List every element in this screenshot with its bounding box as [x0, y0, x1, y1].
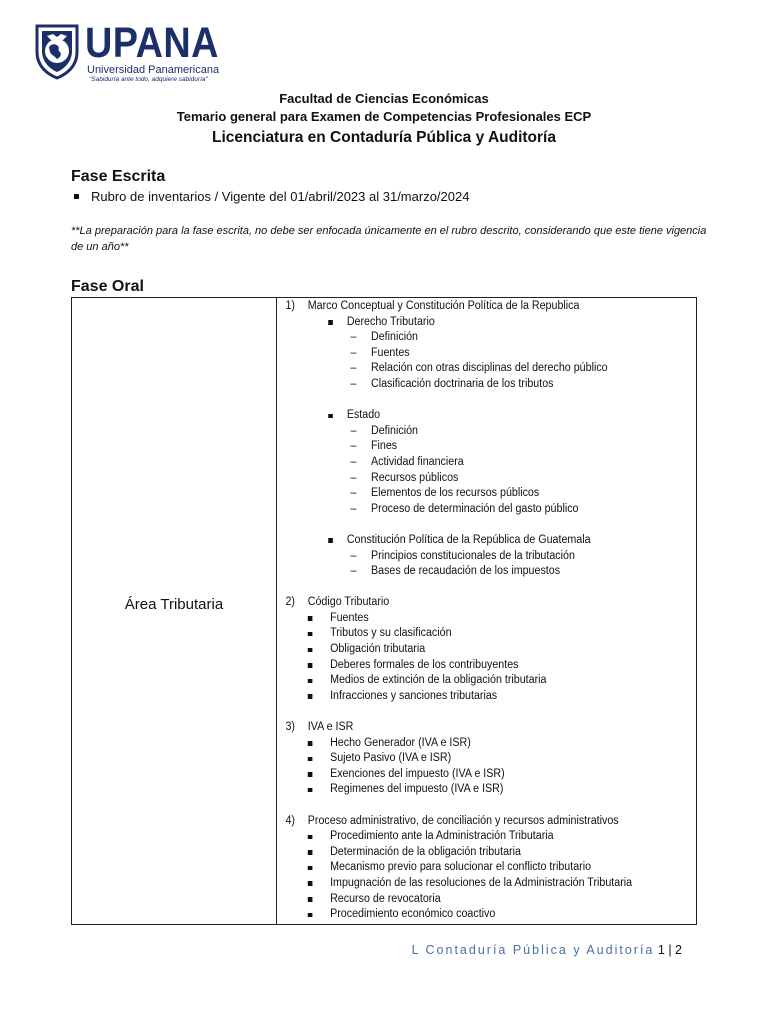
topic-text: Medios de extinción de la obligación tributaria [330, 674, 547, 687]
topic-text: Definición [371, 424, 418, 437]
topic-text: Marco Conceptual y Constitución Política de la Republica [307, 300, 580, 312]
topic-text: Fines [371, 440, 398, 453]
topic-row [278, 361, 669, 377]
page-separator: | [668, 943, 672, 957]
square-bullet-icon [308, 788, 312, 793]
university-shield-icon [33, 22, 81, 80]
topic-row [278, 892, 669, 908]
topic-number: 3) [285, 721, 295, 734]
topic-text: Sujeto Pasivo (IVA e ISR) [330, 752, 452, 765]
square-bullet-icon [328, 414, 332, 419]
topic-text: Elementos de los recursos públicos [371, 487, 540, 500]
topic-row [278, 424, 669, 440]
square-bullet-icon [328, 320, 332, 325]
square-bullet-icon [308, 616, 312, 621]
square-bullet-icon [74, 194, 79, 199]
dash-bullet-icon: – [350, 565, 357, 578]
topic-row [278, 876, 669, 892]
written-phase-heading: Fase Escrita [71, 168, 166, 185]
page-footer [412, 943, 682, 957]
topic-text: Actividad financiera [371, 455, 464, 468]
topic-row [278, 689, 669, 705]
topic-row [278, 720, 669, 736]
topic-text: Proceso de determinación del gasto público [371, 502, 579, 515]
university-motto: "Sabiduría ante todo, adquiere sabiduría" [89, 76, 208, 83]
topic-text: Mecanismo previo para solucionar el conflicto tributario [330, 861, 592, 874]
topic-text: Código Tributario [307, 596, 390, 609]
square-bullet-icon [328, 538, 332, 543]
topic-row [278, 751, 669, 767]
spacer [278, 517, 669, 533]
square-bullet-icon [308, 772, 312, 777]
topic-text: Determinación de la obligación tributaria [330, 845, 521, 858]
written-phase-bullet [71, 189, 469, 204]
square-bullet-icon [308, 866, 312, 871]
dash-bullet-icon: – [350, 549, 357, 562]
topic-number: 2) [285, 596, 295, 609]
written-phase-bullet-text: Rubro de inventarios / Vigente del 01/abril/2023 al 31/marzo/2024 [91, 189, 470, 204]
dash-bullet-icon: – [350, 346, 357, 359]
spacer [278, 393, 669, 409]
topic-row [278, 471, 669, 487]
square-bullet-icon [308, 897, 312, 902]
topic-row [278, 814, 669, 830]
dash-bullet-icon: – [350, 487, 357, 500]
topic-text: Estado [346, 409, 381, 422]
topic-row [278, 377, 669, 393]
area-label: Área Tributaria [124, 596, 224, 613]
topic-row [278, 829, 669, 845]
square-bullet-icon [308, 632, 312, 637]
topic-row [278, 860, 669, 876]
square-bullet-icon [308, 835, 312, 840]
dash-bullet-icon: – [350, 455, 357, 468]
topic-row [278, 845, 669, 861]
footer-text: L Contaduría Pública y Auditoría [411, 943, 655, 957]
topic-text: Fuentes [371, 346, 410, 359]
topic-text: Deberes formales de los contribuyentes [330, 658, 519, 671]
topic-text: Principios constitucionales de la tributación [371, 549, 575, 562]
square-bullet-icon [308, 757, 312, 762]
upana-logo [33, 20, 223, 84]
topic-row [278, 299, 669, 315]
topic-row [278, 502, 669, 518]
square-bullet-icon [308, 881, 312, 886]
dash-bullet-icon: – [350, 440, 357, 453]
spacer [278, 580, 669, 596]
square-bullet-icon [308, 913, 312, 918]
topic-text: Hecho Generador (IVA e ISR) [330, 736, 471, 749]
dash-bullet-icon: – [350, 362, 357, 375]
square-bullet-icon [308, 694, 312, 699]
dash-bullet-icon: – [350, 502, 357, 515]
topic-text: Relación con otras disciplinas del derecho público [371, 362, 608, 375]
topic-row [278, 486, 669, 502]
brand-name: UPANA [85, 19, 219, 67]
topic-text: Regimenes del impuesto (IVA e ISR) [330, 783, 504, 796]
dash-bullet-icon: – [350, 424, 357, 437]
page-total: 2 [675, 943, 682, 957]
oral-phase-heading: Fase Oral [71, 278, 144, 295]
topic-number: 1) [285, 300, 295, 312]
square-bullet-icon [308, 663, 312, 668]
topic-text: Infracciones y sanciones tributarias [330, 689, 498, 702]
written-phase-note: **La preparación para la fase escrita, no debe ser enfocada únicamente en el rubro descrito, considerando que este tiene vigencia de un año** [71, 225, 707, 253]
topic-row [278, 673, 669, 689]
topic-list [278, 299, 669, 923]
topic-text: Clasificación doctrinaria de los tributos [371, 377, 554, 390]
topic-text: Bases de recaudación de los impuestos [371, 565, 561, 578]
topic-text: Procedimiento económico coactivo [330, 908, 496, 921]
topic-row [278, 330, 669, 346]
document-title: Temario general para Examen de Competencias Profesionales ECP [176, 109, 592, 124]
square-bullet-icon [308, 679, 312, 684]
topic-row [278, 626, 669, 642]
topic-text: Exenciones del impuesto (IVA e ISR) [330, 767, 505, 780]
university-name: Universidad Panamericana [87, 64, 220, 76]
square-bullet-icon [308, 741, 312, 746]
topic-row [278, 782, 669, 798]
topic-text: Definición [371, 331, 418, 344]
topic-text: Recurso de revocatoria [330, 892, 441, 905]
topic-text: Obligación tributaria [330, 643, 426, 656]
topic-text: Derecho Tributario [346, 315, 435, 328]
topic-row [278, 564, 669, 580]
topic-row [278, 549, 669, 565]
topic-row [278, 439, 669, 455]
square-bullet-icon [308, 850, 312, 855]
page-number: 1 [657, 943, 665, 957]
topic-row [278, 408, 669, 424]
topic-text: Procedimiento ante la Administración Tributaria [330, 830, 554, 843]
column-divider [276, 298, 277, 924]
dash-bullet-icon: – [350, 377, 357, 390]
topic-row [278, 533, 669, 549]
topic-row [278, 346, 669, 362]
spacer [278, 704, 669, 720]
topic-number: 4) [285, 814, 295, 827]
topic-text: Impugnación de las resoluciones de la Administración Tributaria [330, 876, 633, 889]
topic-text: Proceso administrativo, de conciliación y recursos administrativos [307, 814, 619, 827]
topic-text: IVA e ISR [307, 721, 354, 734]
topic-row [278, 455, 669, 471]
dash-bullet-icon: – [350, 331, 357, 344]
topic-row [278, 658, 669, 674]
spacer [278, 798, 669, 814]
degree-title: Licenciatura en Contaduría Pública y Auditoría [212, 129, 556, 146]
topic-row [278, 315, 669, 331]
topic-text: Fuentes [330, 611, 369, 624]
topic-row [278, 595, 669, 611]
square-bullet-icon [308, 648, 312, 653]
topic-row [278, 736, 669, 752]
topic-text: Constitución Política de la República de Guatemala [346, 533, 591, 546]
topic-row [278, 642, 669, 658]
dash-bullet-icon: – [350, 471, 357, 484]
topic-text: Tributos y su clasificación [330, 627, 452, 640]
topic-row [278, 907, 669, 923]
topic-row [278, 767, 669, 783]
topic-row [278, 611, 669, 627]
topic-text: Recursos públicos [371, 471, 459, 484]
oral-phase-table [71, 297, 697, 925]
faculty-title: Facultad de Ciencias Económicas [279, 91, 489, 106]
